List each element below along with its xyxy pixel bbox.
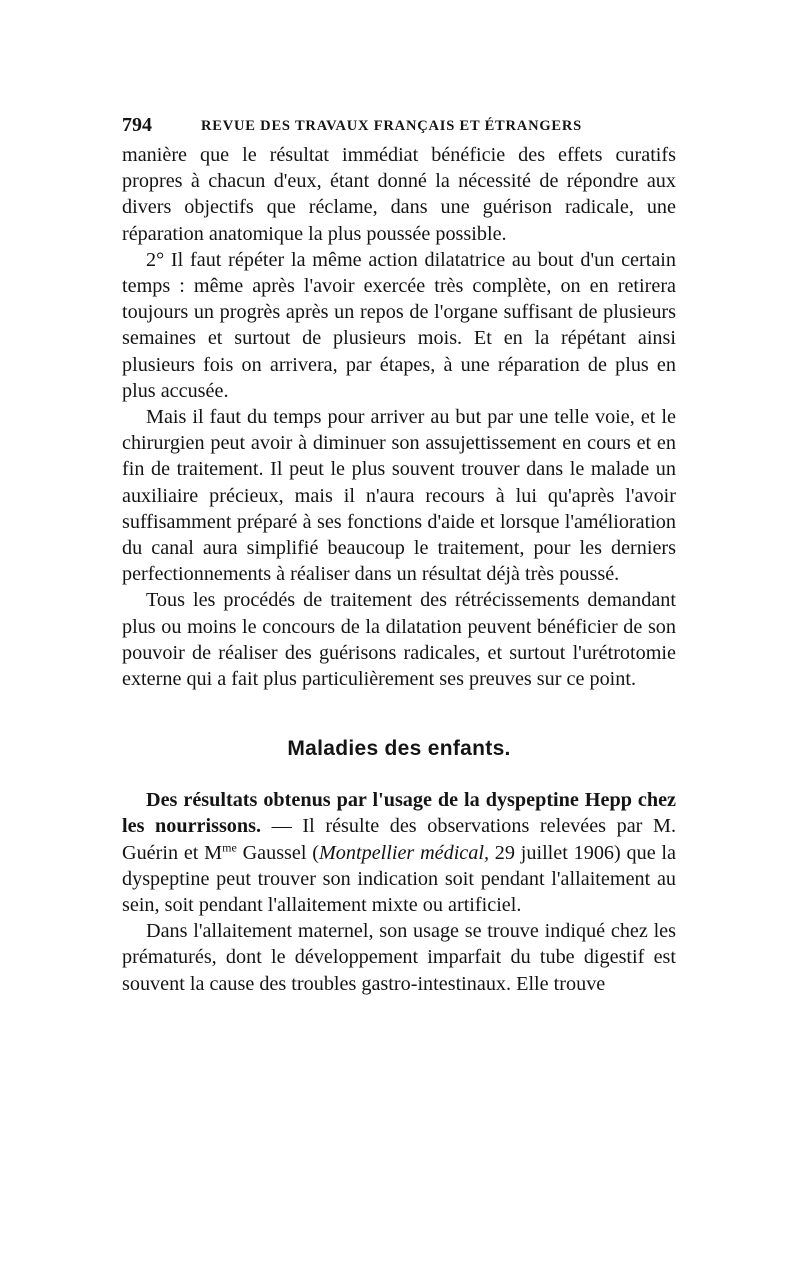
paragraph-procedures: Tous les procédés de traitement des rétrécissements demandant plus ou moins le concours de la dilatation peuvent bénéficier de son pouvoir de réaliser des guérisons radicales, et surtout l'urétrotomie externe qui a fait plus particulièrement ses preuves sur ce point.: [122, 589, 676, 691]
article-text-c: 29 juillet 1906) que la dyspeptine peut trouver son indication soit pendant l'allaitement au sein, soit pendant l'allaitement mixte ou artificiel.: [122, 841, 676, 917]
article-title: Des résultats obtenus par l'usage de la dyspeptine Hepp chez les nourrissons.: [122, 789, 676, 838]
page-number: 794: [122, 114, 152, 136]
paragraph-continued: manière que le résultat immédiat bénéficie des effets curatifs propres à chacun d'eux, étant donné la nécessité de répondre aux divers objectifs que réclame, dans une guérison radicale, une réparation anatomique la plus poussée possible.: [122, 144, 676, 245]
journal-citation: Montpellier médical,: [318, 841, 490, 864]
article-superscript: me: [222, 839, 237, 854]
article-text-b: Gaussel (: [236, 841, 319, 864]
article-text-a: — Il résulte des observations relevées par M. Guérin et M: [122, 815, 676, 864]
paragraph-maternal: Dans l'allaitement maternel, son usage se trouve indiqué chez les prématurés, dont le développement imparfait du tube digestif est souvent la cause des troubles gastro-intestinaux. Elle trouve: [122, 920, 676, 995]
running-head: [122, 112, 676, 142]
body-text: [122, 142, 676, 997]
page: [122, 112, 676, 997]
paragraph-point-2: 2° Il faut répéter la même action dilatatrice au bout d'un certain temps : même après l'avoir exercée très complète, on en retirera toujours un progrès après un repos de l'organe suffisant de plusieurs semaines et surtout de plusieurs mois. Et en la répétant ainsi plusieurs fois on arrivera, par étapes, à une réparation de plus en plus accusée.: [122, 248, 676, 402]
paragraph-article-intro: [122, 787, 676, 918]
paragraph-time: Mais il faut du temps pour arriver au but par une telle voie, et le chirurgien peut avoir à diminuer son assujettissement en cours et en fin de traitement. Il peut le plus souvent trouver dans le malade un auxiliaire précieux, mais il n'aura recours à lui qu'après l'avoir suffisamment préparé à ses fonctions d'aide et lorsque l'amélioration du canal aura simplifié beaucoup le traitement, pour les derniers perfectionnements à réaliser dans un résultat déjà très poussé.: [122, 406, 676, 586]
journal-title: REVUE DES TRAVAUX FRANÇAIS ET ÉTRANGERS: [201, 118, 583, 134]
section-heading: Maladies des enfants.: [287, 737, 511, 761]
